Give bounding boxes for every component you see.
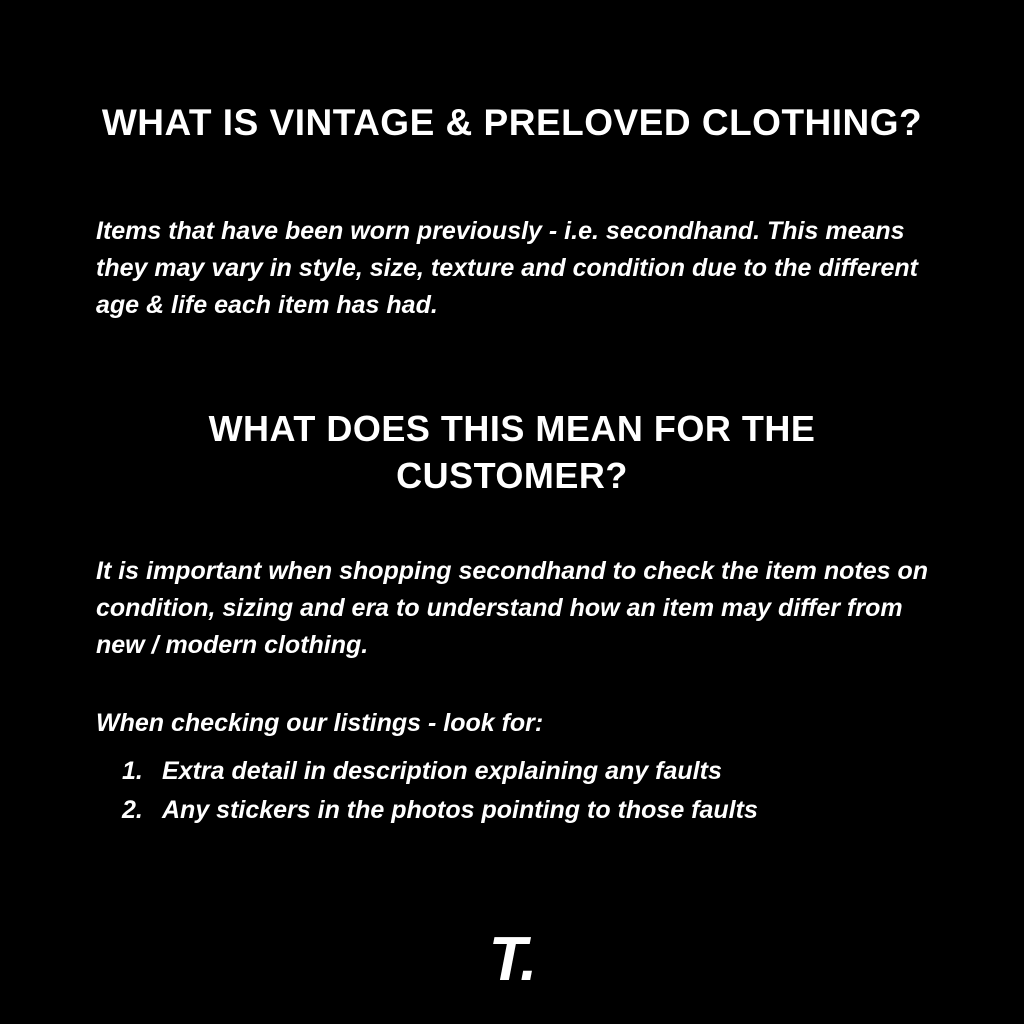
page-title: WHAT IS VINTAGE & PRELOVED CLOTHING? <box>101 101 923 143</box>
list-item <box>122 752 962 791</box>
listings-intro-paragraph: When checking our listings - look for: <box>96 709 544 737</box>
brand-logo: T. <box>488 925 536 994</box>
customer-advice-paragraph: It is important when shopping secondhand to check the item notes on condition, sizing and era to understand how an item may differ from new / modern clothing. <box>96 557 929 659</box>
checklist <box>122 752 962 830</box>
definition-paragraph: Items that have been worn previously - i.e. secondhand. This means they may vary in style, size, texture and condition due to the different age & life each item has had. <box>96 217 918 319</box>
list-item-number: 2. <box>122 795 143 824</box>
list-item-label: Any stickers in the photos pointing to those faults <box>162 795 758 824</box>
list-item <box>122 791 962 830</box>
list-item-label: Extra detail in description explaining any faults <box>162 757 722 785</box>
list-item-number: 1. <box>122 757 143 785</box>
section-heading-customer: WHAT DOES THIS MEAN FOR THE CUSTOMER? <box>208 407 816 496</box>
